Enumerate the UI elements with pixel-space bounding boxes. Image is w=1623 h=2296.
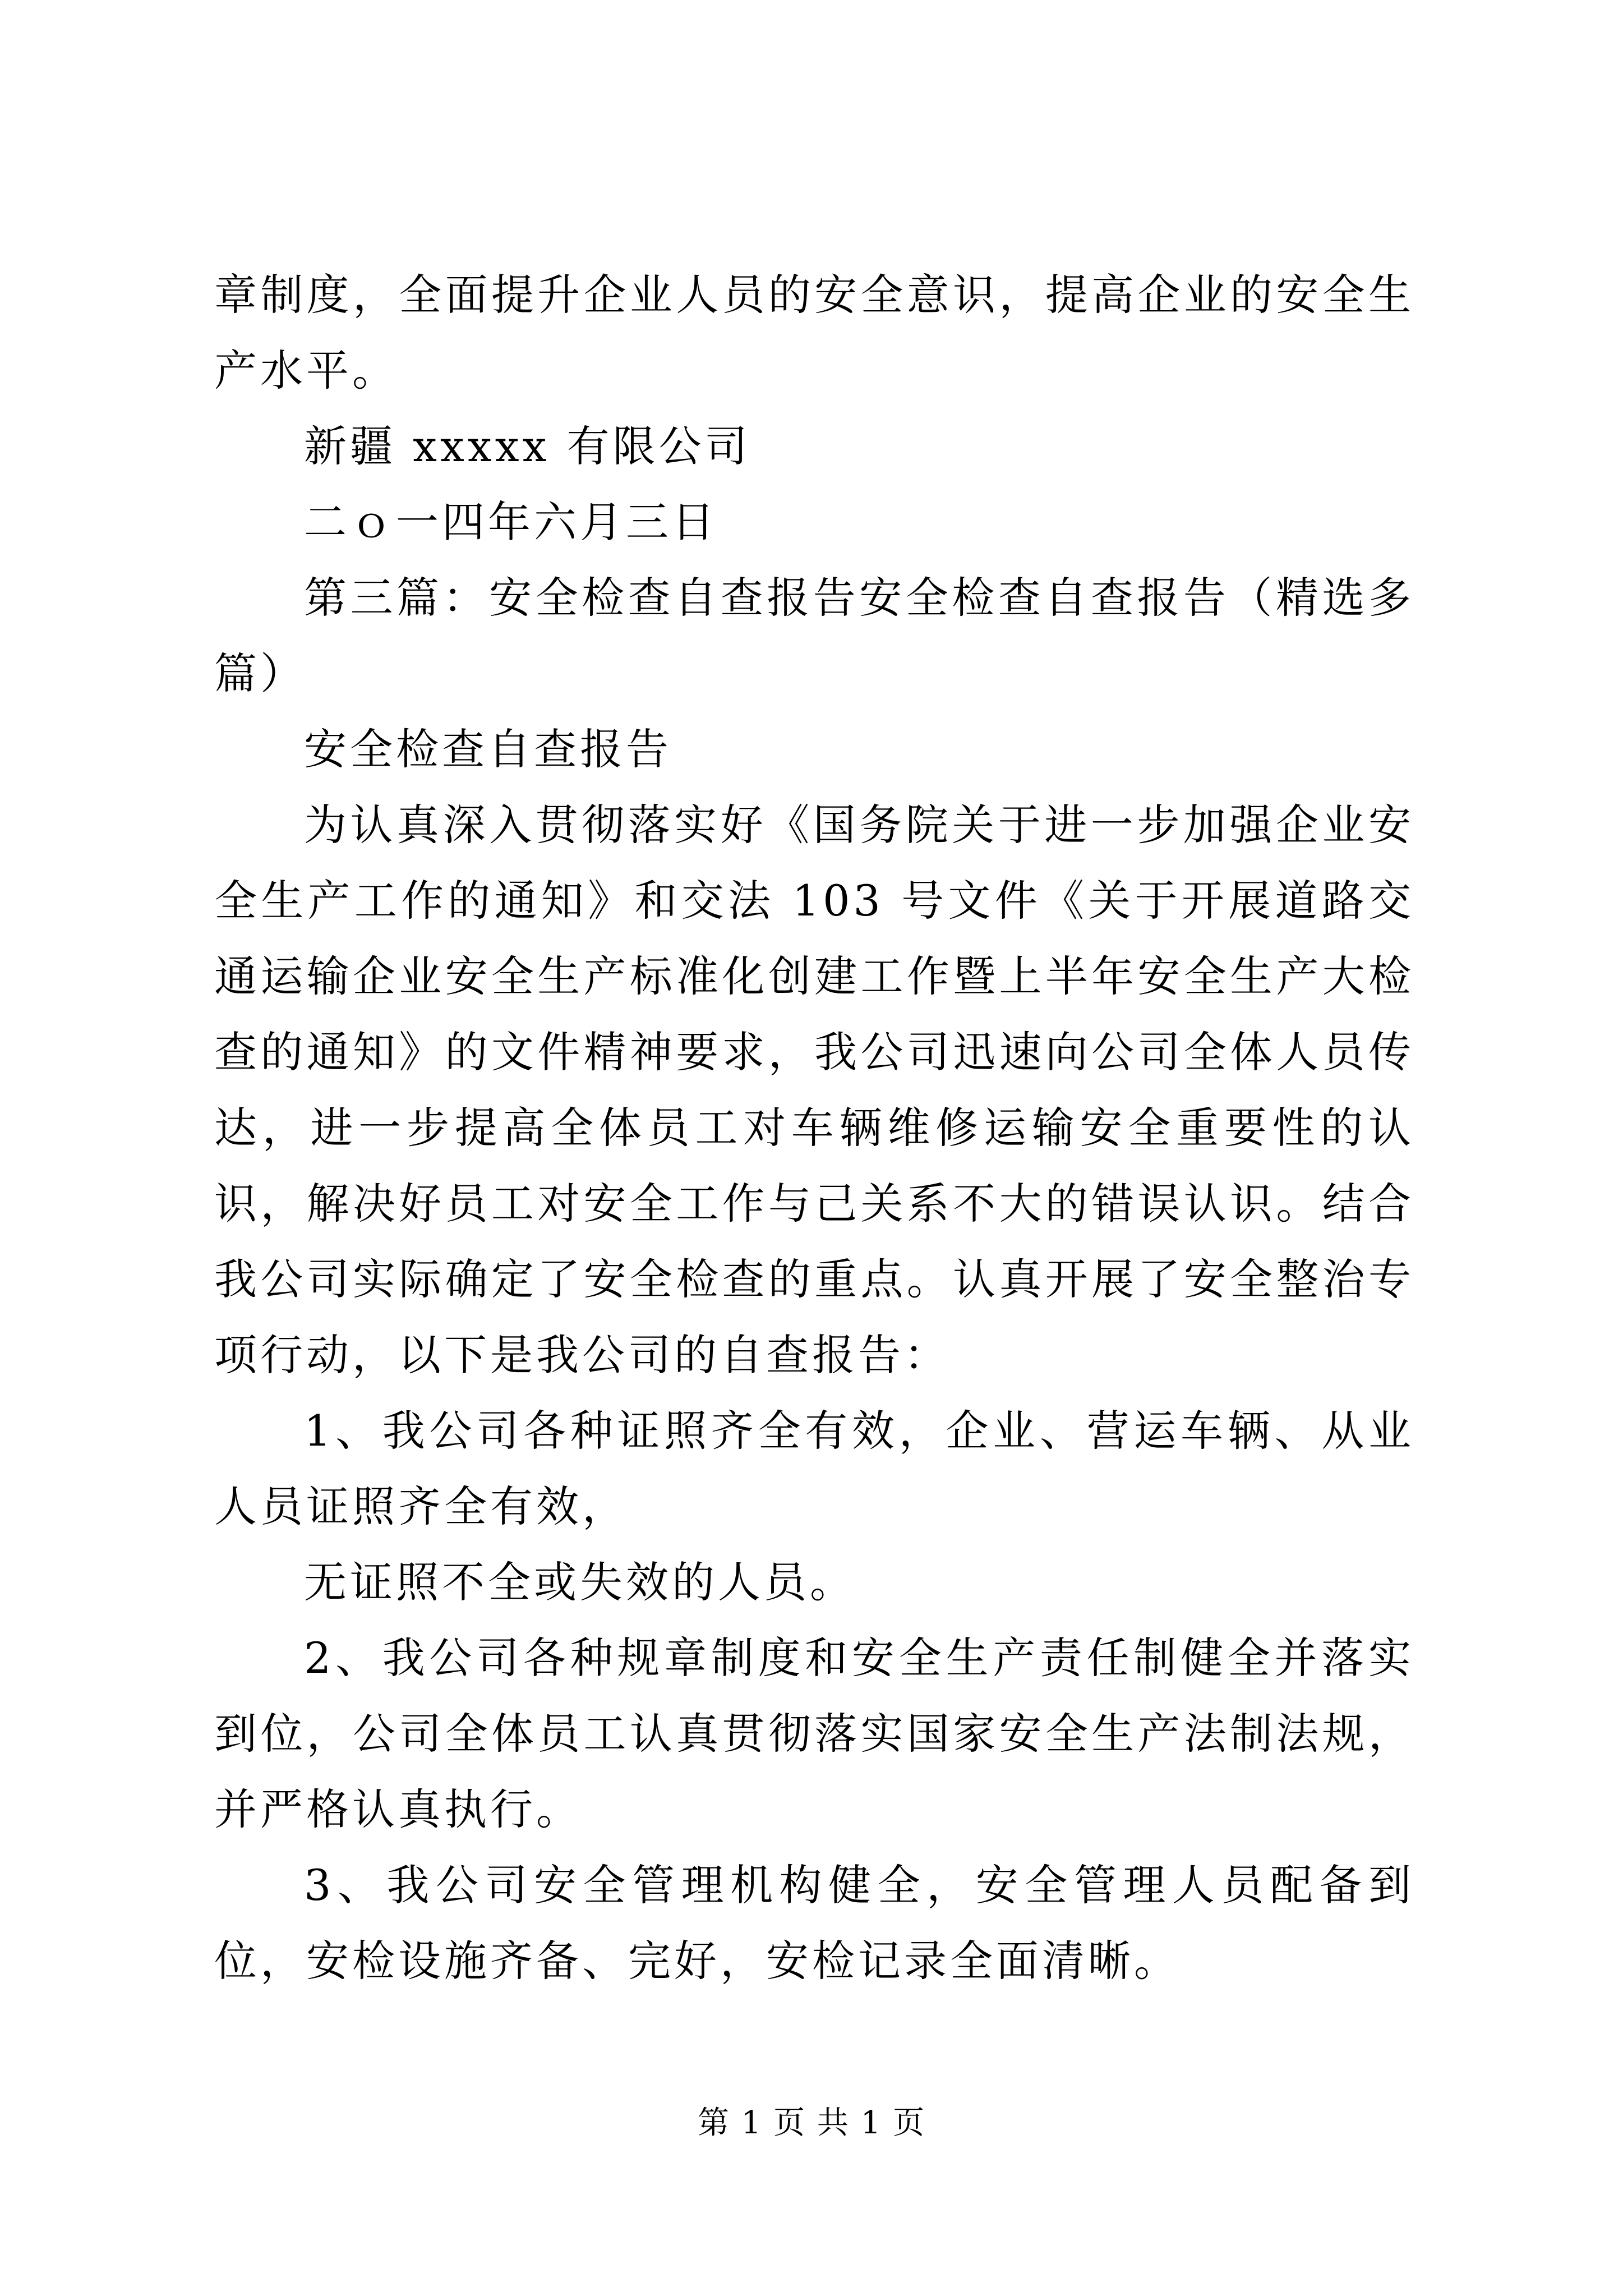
paragraph-item-1-note: 无证照不全或失效的人员。 [304, 1557, 856, 1607]
document-date: 二ｏ一四年六月三日 [304, 497, 718, 547]
report-title: 安全检查自查报告 [304, 724, 672, 774]
page-number-footer: 第 1 页 共 1 页 [697, 2105, 926, 2141]
paragraph-item-2: 2、我公司各种规章制度和安全生产责任制健全并落实到位，公司全体员工认真贯彻落实国家安全生产法制法规，并严格认真执行。 [214, 1633, 1414, 1834]
paragraph-item-3: 3、我公司安全管理机构健全，安全管理人员配备到位，安检设施齐备、完好，安检记录全面清晰。 [214, 1860, 1414, 1986]
paragraph-continuation: 章制度，全面提升企业人员的安全意识，提高企业的安全生产水平。 [214, 270, 1414, 395]
section-heading: 第三篇：安全检查自查报告安全检查自查报告（精选多篇） [214, 573, 1414, 698]
company-name: 新疆 xxxxx 有限公司 [304, 421, 751, 471]
paragraph-intro: 为认真深入贯彻落实好《国务院关于进一步加强企业安全生产工作的通知》和交法 103 号文件《关于开展道路交通运输企业安全生产标准化创建工作暨上半年安全生产大检查的通知》的文件精神要求，我公司迅速向公司全体人员传达，进一步提高全体员工对车辆维修运输安全重要性的认识，解决好员工对安全工作与己关系不大的错误认识。结合我公司实际确定了安全检查的重点。认真开展了安全整治专项行动，以下是我公司的自查报告： [214, 800, 1414, 1380]
paragraph-item-1: 1、我公司各种证照齐全有效，企业、营运车辆、从业人员证照齐全有效， [214, 1406, 1414, 1531]
document-body [214, 257, 1414, 1999]
